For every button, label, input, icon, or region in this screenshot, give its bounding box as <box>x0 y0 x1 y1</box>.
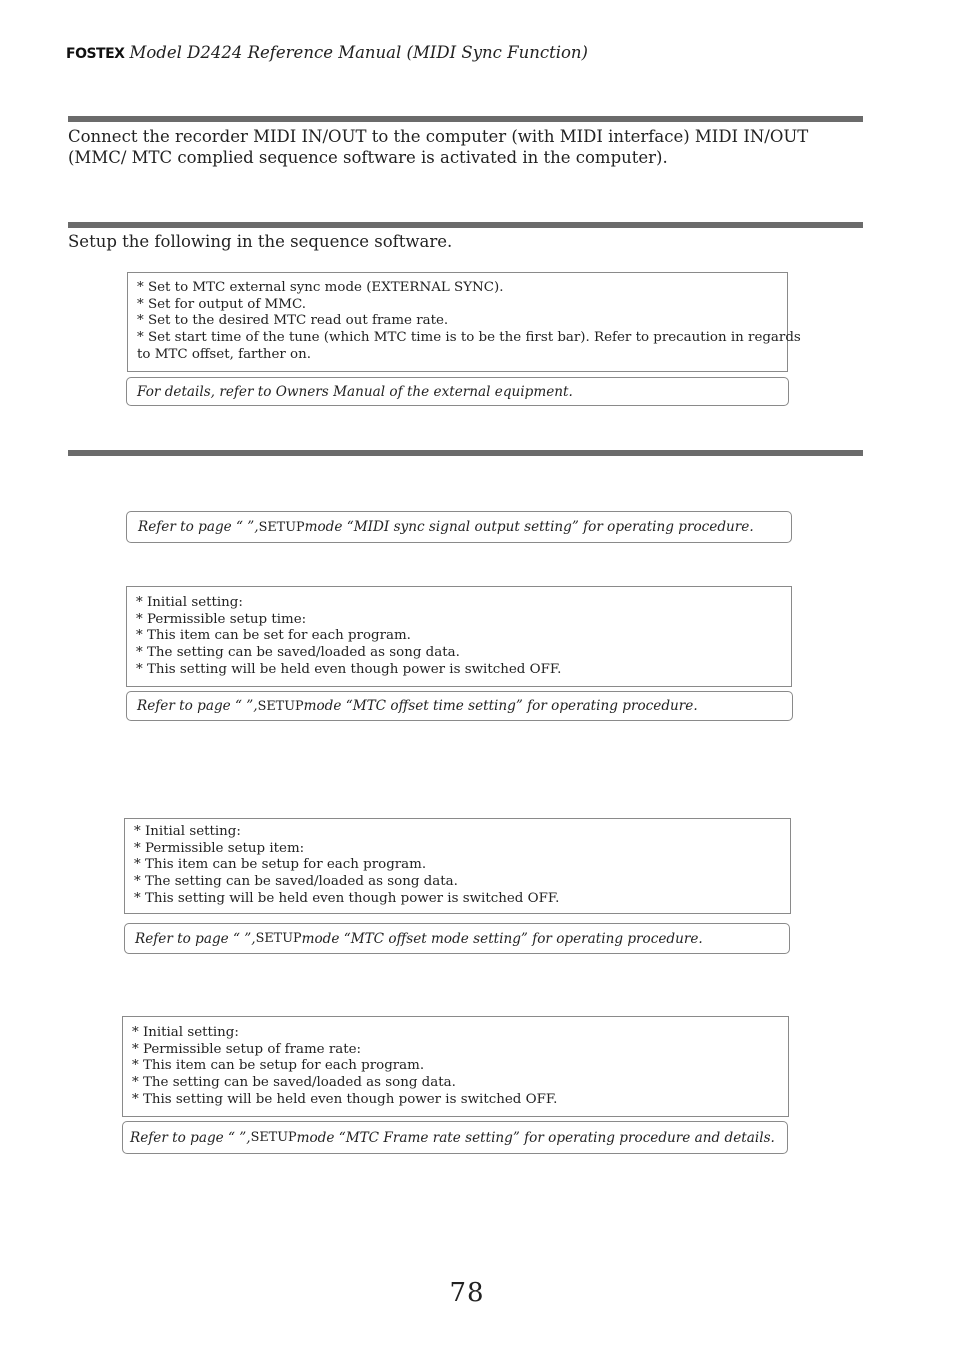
reference-setup-word: SETUP <box>258 519 305 535</box>
note-line: * This item can be setup for each program. <box>134 857 427 873</box>
setup-reference <box>126 377 789 406</box>
reference-setup-word: SETUP <box>255 931 302 946</box>
note-line: * Initial setting: <box>134 824 241 839</box>
reference-setup-word: SETUP <box>250 1130 297 1145</box>
reference-text: Refer to page “ ”, <box>135 930 256 947</box>
note-line: * The setting can be saved/loaded as song data. <box>134 874 458 890</box>
note-line: to MTC offset, farther on. <box>137 346 311 362</box>
reference-text: Refer to page “ ”, <box>138 519 259 535</box>
fostex-logo: FOSTEX <box>66 46 125 62</box>
note-line: * Set to MTC external sync mode (EXTERNAL SYNC). <box>137 280 504 295</box>
note-line: * Set start time of the tune (which MTC time is to be the first bar). Refer to precaution in regards <box>137 330 801 346</box>
note-line: * The setting can be saved/loaded as song data. <box>136 645 460 661</box>
note-line: * Set to the desired MTC read out frame rate. <box>137 313 449 329</box>
note-line: * This setting will be held even though power is switched OFF. <box>134 890 560 906</box>
note-line: * Permissible setup time: <box>136 611 307 627</box>
reference-text: mode “MTC offset time setting” for operating procedure. <box>303 698 698 714</box>
section-rule <box>68 450 863 456</box>
offset-mode-notes-box <box>124 818 791 914</box>
offset-time-notes-box <box>126 586 792 687</box>
note-line: * This item can be setup for each program. <box>132 1058 425 1074</box>
note-line: * Permissible setup item: <box>134 840 305 856</box>
note-line: * The setting can be saved/loaded as song data. <box>132 1075 456 1091</box>
note-line: * Initial setting: <box>132 1025 239 1040</box>
offset-time-reference <box>126 691 793 721</box>
setup-paragraph: Setup the following in the sequence software. <box>68 232 453 251</box>
reference-text: mode “MTC offset mode setting” for operating procedure. <box>301 930 703 947</box>
page-header <box>66 43 588 65</box>
offset-mode-reference <box>124 923 790 954</box>
page-number: 78 <box>449 1278 485 1308</box>
reference-text: mode “MIDI sync signal output setting” for operating procedure. <box>304 519 754 535</box>
intro-paragraph: Connect the recorder MIDI IN/OUT to the computer (with MIDI interface) MIDI IN/OUT (MMC/ MTC complied sequence software is activated in the computer). <box>68 127 809 167</box>
frame-rate-reference <box>122 1121 788 1154</box>
note-line: * This setting will be held even though power is switched OFF. <box>136 661 562 677</box>
note-line: * Initial setting: <box>136 595 243 610</box>
reference-text: Refer to page “ ”, <box>137 698 258 714</box>
section-rule <box>68 116 863 122</box>
section-rule <box>68 222 863 228</box>
reference-text: Refer to page “ ”, <box>130 1129 251 1146</box>
sync-output-reference <box>126 511 792 543</box>
note-line: * Set for output of MMC. <box>137 296 306 312</box>
reference-text: mode “MTC Frame rate setting” for operating procedure and details. <box>296 1129 775 1146</box>
frame-rate-notes-box <box>122 1016 789 1117</box>
note-line: * This setting will be held even though power is switched OFF. <box>132 1091 558 1107</box>
reference-text: For details, refer to Owners Manual of the external equipment. <box>137 383 573 400</box>
header-title: Model D2424 Reference Manual (MIDI Sync Function) <box>129 43 588 62</box>
note-line: * Permissible setup of frame rate: <box>132 1041 362 1057</box>
setup-notes-box <box>127 272 801 372</box>
note-line: * This item can be set for each program. <box>136 628 411 644</box>
reference-setup-word: SETUP <box>257 698 304 714</box>
